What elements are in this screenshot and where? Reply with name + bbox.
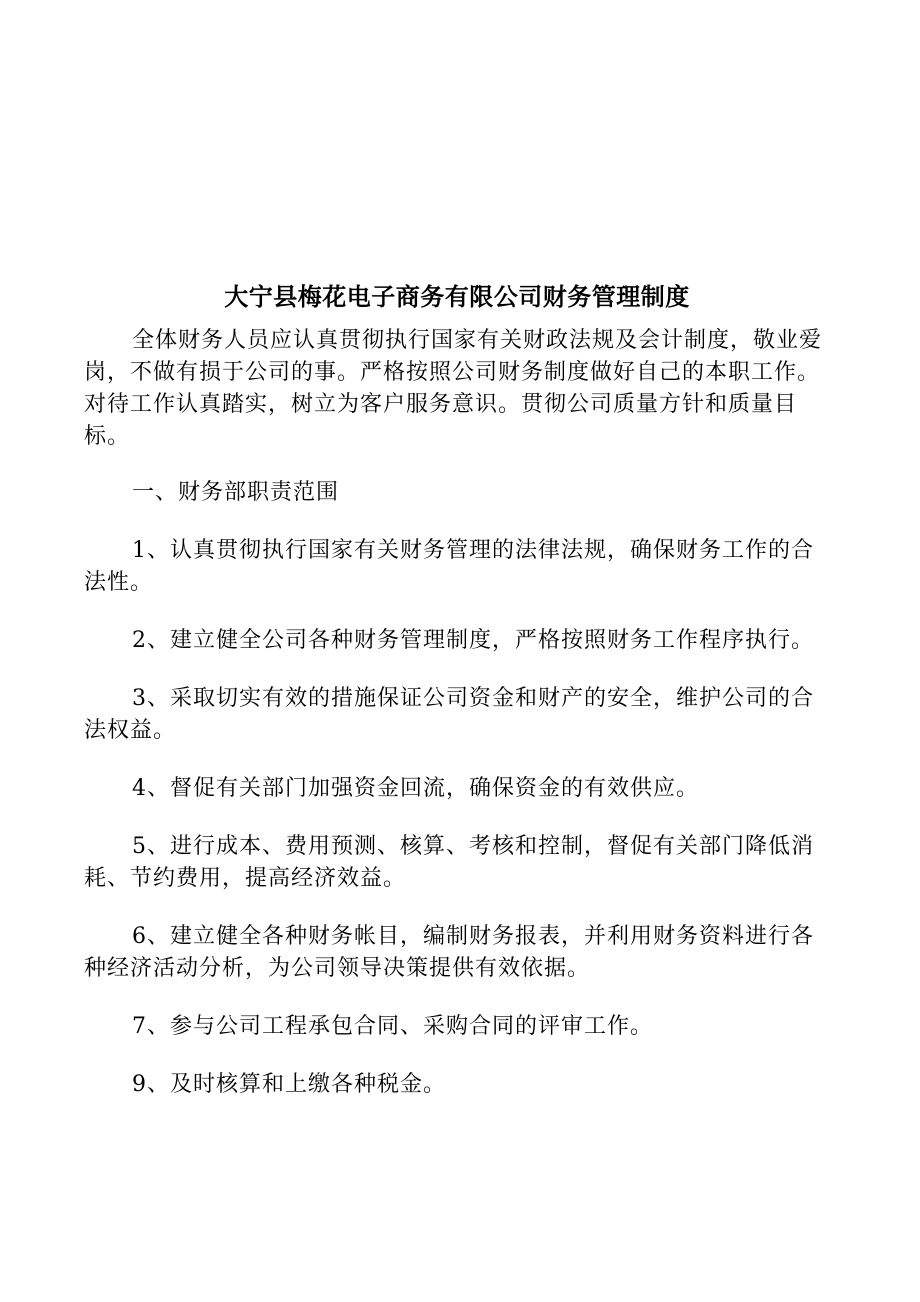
duty-item-7: 7、参与公司工程承包合同、采购合同的评审工作。 <box>132 1014 653 1039</box>
intro-paragraph: 全体财务人员应认真贯彻执行国家有关财政法规及会计制度，敬业爱岗，不做有损于公司的事。严格按照公司财务制度做好自己的本职工作。对待工作认真踏实，树立为客户服务意识。贯彻公司质量方针和质量目标。 <box>84 328 823 449</box>
duty-item-4: 4、督促有关部门加强资金回流，确保资金的有效供应。 <box>132 776 699 801</box>
duty-item-5: 5、进行成本、费用预测、核算、考核和控制，督促有关部门降低消耗、节约费用，提高经济效益。 <box>84 834 814 891</box>
duty-item-6: 6、建立健全各种财务帐目，编制财务报表，并利用财务资料进行各种经济活动分析，为公司领导决策提供有效依据。 <box>84 924 814 981</box>
duty-item-9: 9、及时核算和上缴各种税金。 <box>132 1072 446 1097</box>
document-title: 大宁县梅花电子商务有限公司财务管理制度 <box>224 282 690 311</box>
duty-item-1: 1、认真贯彻执行国家有关财务管理的法律法规，确保财务工作的合法性。 <box>84 538 814 595</box>
duty-item-3: 3、采取切实有效的措施保证公司资金和财产的安全，维护公司的合法权益。 <box>84 686 814 743</box>
duty-item-2: 2、建立健全公司各种财务管理制度，严格按照财务工作程序执行。 <box>132 628 814 653</box>
document-page <box>84 279 830 1127</box>
section-heading: 一、财务部职责范围 <box>132 480 340 505</box>
